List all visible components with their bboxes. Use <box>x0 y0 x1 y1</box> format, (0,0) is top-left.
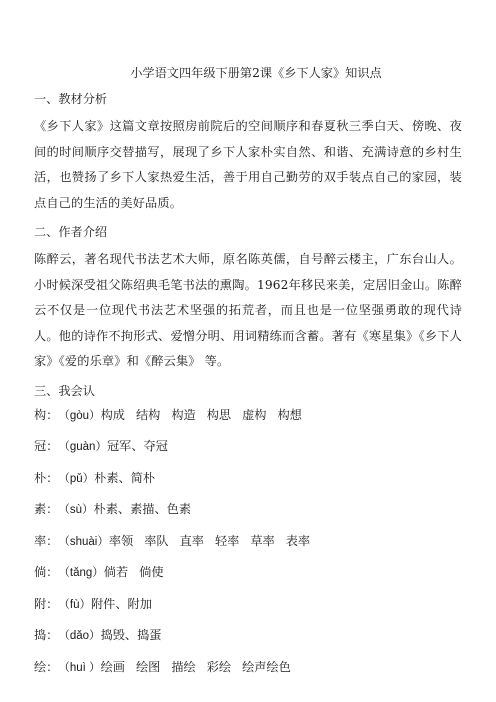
vocab-word: 描绘 <box>171 659 196 674</box>
vocab-char: 率： <box>34 533 59 548</box>
author-paragraph: 陈醉云，著名现代书法艺术大师，原名陈英儒，自号醉云楼主，广东台山人。小时候深受祖父陈绍典毛笔书法的熏陶。1962年移民来美，定居旧金山。陈醉云不仅是一位现代书法艺术坚强的拓荒者，而且也是一位坚强勇敢的现代诗人。他的诗作不拘形式、爱憎分明、用词精练而含蓄。著有《寒星集》《乡下人家》《爱的乐章》和《醉云集》 等。 <box>34 252 462 368</box>
vocab-char: 冠： <box>34 439 59 453</box>
vocab-word: 构造 <box>171 407 196 422</box>
document-title: 小学语文四年级下册第2课《乡下人家》知识点 <box>130 66 382 80</box>
vocab-pinyin: （tǎng） <box>58 567 104 579</box>
vocab-word: 构思 <box>206 407 232 422</box>
vocab-word: 绘图 <box>135 659 161 674</box>
vocab-item <box>34 532 462 551</box>
vocab-pinyin: （fù） <box>58 598 91 611</box>
vocab-char: 倘： <box>34 565 59 579</box>
section-heading-author: 二、作者介绍 <box>34 225 108 239</box>
vocab-list <box>34 406 462 677</box>
vocab-item <box>34 469 462 488</box>
vocab-word: 倘若 <box>103 565 129 579</box>
vocab-pinyin: （sù） <box>58 504 94 516</box>
vocab-pinyin: （dǎo） <box>58 630 101 642</box>
vocab-item <box>34 658 462 677</box>
vocab-word: 结构 <box>135 407 161 422</box>
vocab-char: 构： <box>34 407 59 422</box>
vocab-word: 绘声绘色 <box>242 659 291 674</box>
vocab-pinyin: （gòu） <box>58 409 101 422</box>
vocab-item <box>34 500 462 519</box>
vocab-item <box>34 406 462 425</box>
vocab-char: 捣： <box>34 628 59 642</box>
vocab-word: 倘使 <box>139 565 164 579</box>
vocab-word: 率领 <box>108 533 134 548</box>
vocab-item <box>34 626 462 645</box>
vocab-item <box>34 437 462 456</box>
vocab-pinyin: （shuài） <box>58 535 109 548</box>
vocab-pinyin: （huì ） <box>58 661 101 674</box>
vocab-word: 朴素、简朴 <box>94 470 156 485</box>
vocab-word: 捣毁、捣蛋 <box>100 628 162 642</box>
vocab-char: 绘： <box>34 659 59 674</box>
vocab-word: 冠军、夺冠 <box>106 439 168 453</box>
vocab-item <box>34 563 462 582</box>
vocab-word: 轻率 <box>215 533 240 548</box>
vocab-word: 彩绘 <box>206 659 232 674</box>
vocab-char: 素： <box>34 502 59 516</box>
analysis-paragraph: 《乡下人家》这篇文章按照房前院后的空间顺序和春夏秋三季白天、傍晚、夜间的时间顺序交替描写，展现了乡下人家朴实自然、和谐、充满诗意的乡村生活，也赞扬了乡下人家热爱生活，善于用自己勤劳的双手装点自己的家园，装点自己的生活的美好品质。 <box>34 119 462 210</box>
vocab-word: 率队 <box>144 533 169 548</box>
vocab-word: 虚构 <box>242 407 267 422</box>
vocab-word: 绘画 <box>100 659 125 674</box>
vocab-word: 朴素、素描、色素 <box>93 502 192 516</box>
vocab-item <box>34 595 462 614</box>
vocab-char: 附： <box>34 596 59 611</box>
vocab-pinyin: （pǔ） <box>58 472 95 485</box>
section-heading-vocab: 三、我会认 <box>34 383 95 398</box>
section-heading-analysis: 一、教材分析 <box>34 92 108 106</box>
vocab-word: 附件、附加 <box>90 596 152 611</box>
vocab-char: 朴： <box>34 470 59 485</box>
vocab-pinyin: （guàn） <box>58 441 107 453</box>
vocab-word: 构想 <box>277 407 302 422</box>
vocab-word: 构成 <box>100 407 125 422</box>
vocab-word: 表率 <box>285 533 311 548</box>
vocab-word: 直率 <box>179 533 204 548</box>
vocab-word: 草率 <box>250 533 275 548</box>
document-page <box>34 64 462 689</box>
